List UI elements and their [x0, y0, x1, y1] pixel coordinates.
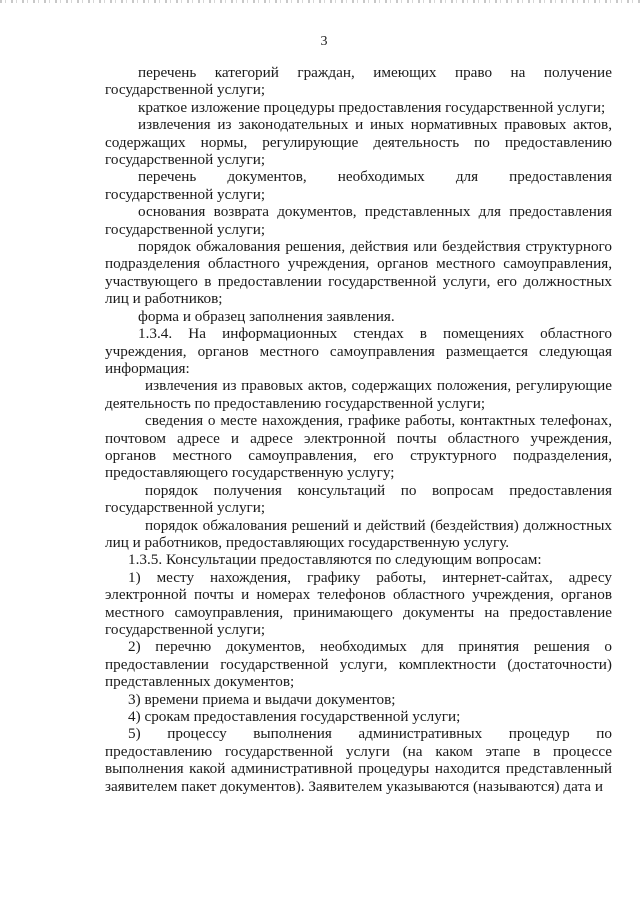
categories-word: перечень	[138, 64, 197, 81]
list1-extracts: извлечения из законодательных и иных нормативных правовых актов, содержащих нормы, регулирующие деятельность по предоставлению государственной услуги;	[105, 116, 612, 169]
section-134-appeal: порядок обжалования решений и действий (бездействия) должностных лиц и работников, предоставляющих государственную услугу.	[105, 516, 612, 551]
list1-appeal: порядок обжалования решения, действия или бездействия структурного подразделения областного учреждения, органов местного самоуправления, участвующего в предоставлении государственной услуги, его должностных лиц и работников;	[105, 238, 612, 308]
section-135-item-2: 2) перечню документов, необходимых для принятия решения о предоставлении государственной услуги, комплектности (достаточности) представленных документов;	[105, 638, 612, 691]
scan-edge-artifact	[0, 0, 640, 3]
documents-word: необходимых	[337, 168, 425, 186]
list1-return: основания возврата документов, представленных для предоставления государственной услуги;	[105, 203, 612, 238]
categories-word: на	[510, 64, 526, 81]
item-5-word: процессу	[167, 725, 227, 743]
list1-form: форма и образец заполнения заявления.	[138, 307, 395, 325]
documents-word: документов,	[227, 168, 307, 186]
categories-word: получение	[543, 64, 612, 81]
categories-word: имеющих	[373, 64, 437, 81]
section-134-consult: порядок получения консультаций по вопросам предоставления государственной услуги;	[105, 481, 612, 517]
list1-categories-line1	[105, 64, 612, 81]
documents-word: предоставления	[509, 168, 612, 186]
section-135-item-4: 4) срокам предоставления государственной услуги;	[128, 708, 461, 726]
documents-word: перечень	[138, 168, 197, 186]
list1-summary: краткое изложение процедуры предоставления государственной услуги;	[138, 98, 606, 116]
documents-word: для	[455, 168, 479, 186]
item-5-word: выполнения	[253, 725, 332, 743]
item-5-word: по	[596, 725, 612, 743]
categories-word: право	[454, 64, 493, 81]
categories-word: категорий	[214, 64, 279, 81]
section-135-intro: 1.3.5. Консультации предоставляются по следующим вопросам:	[128, 551, 542, 569]
list1-categories-line2: государственной услуги;	[105, 81, 266, 99]
item-5-word: процедур	[508, 725, 570, 743]
document-body	[105, 64, 612, 795]
item-5-word: 5)	[128, 725, 141, 743]
categories-word: граждан,	[297, 64, 355, 81]
section-135-item-3: 3) времени приема и выдачи документов;	[128, 690, 396, 708]
section-135-item-1: 1) месту нахождения, графику работы, интернет-сайтах, адресу электронной почты и номерах телефонов областного учреждения, органов местного самоуправления, принимающего документы на предоставление государственной услуги;	[105, 568, 612, 638]
section-135-item-5-rest: предоставлению государственной услуги (на каком этапе в процессе выполнения какой административной процедуры находится представленный заявителем пакет документов). Заявителем указываются (называются) дата и	[105, 742, 612, 795]
section-134-location: сведения о месте нахождения, графике работы, контактных телефонах, почтовом адресе и адресе электронной почты областного учреждения, органов местного самоуправления, его структурного подразделения, предоставляющего государственную услугу;	[105, 412, 612, 482]
list1-documents-line2: государственной услуги;	[105, 185, 266, 203]
page-number: 3	[320, 34, 328, 49]
section-135-item-5-line1	[105, 725, 612, 742]
section-134-extracts: извлечения из правовых актов, содержащих положения, регулирующие деятельность по предоставлению государственной услуги;	[105, 377, 612, 412]
item-5-word: административных	[358, 725, 483, 743]
section-134-intro: 1.3.4. На информационных стендах в помещениях областного учреждения, органов местного самоуправления размещается следующая информация:	[105, 325, 612, 377]
list1-documents-line1	[105, 168, 612, 185]
